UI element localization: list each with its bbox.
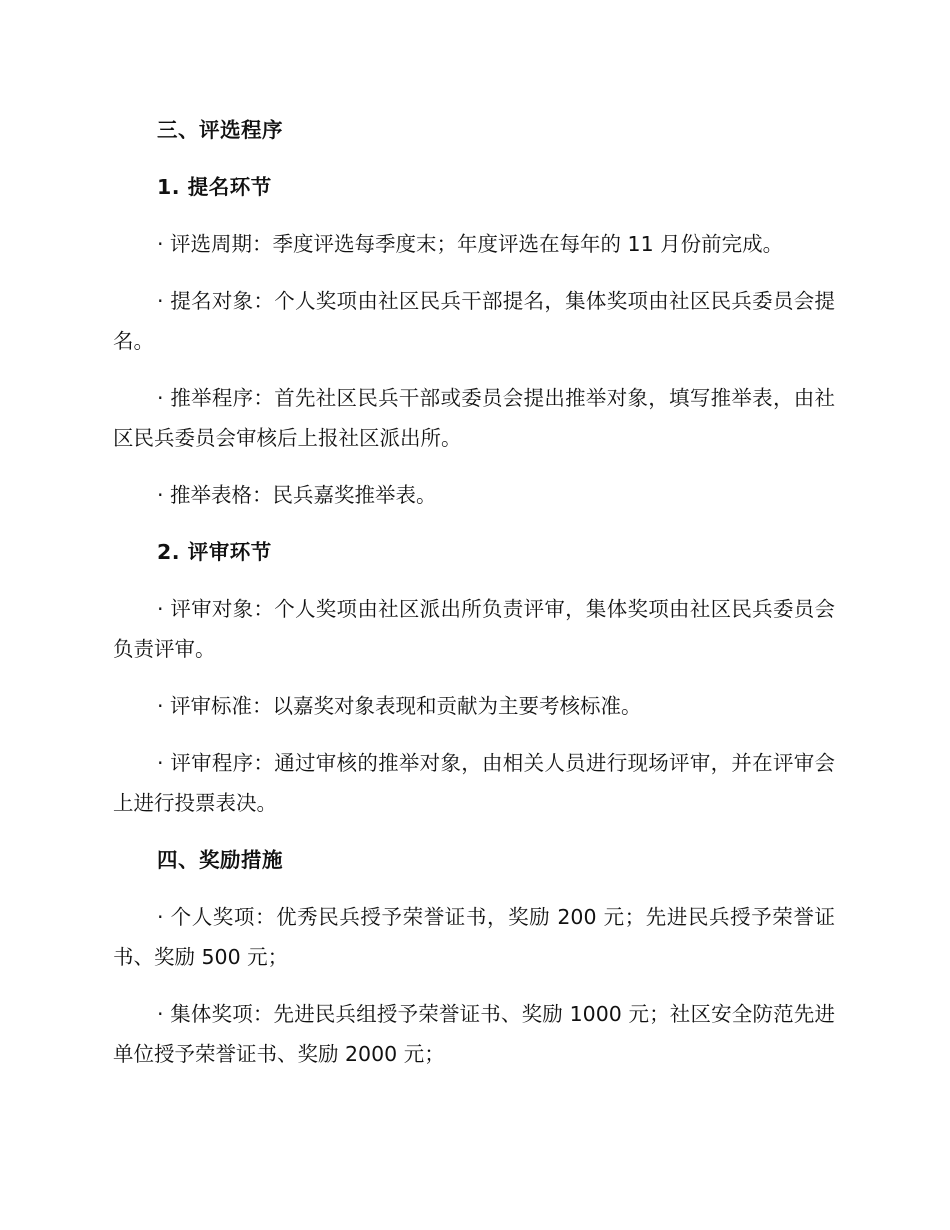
paragraph-collective-awards: · 集体奖项：先进民兵组授予荣誉证书、奖励 1000 元；社区安全防范先进单位授予荣誉证书、奖励 2000 元； (113, 1002, 835, 1066)
paragraph-nomination-target: · 提名对象：个人奖项由社区民兵干部提名，集体奖项由社区民兵委员会提名。 (113, 289, 835, 353)
paragraph-recommendation-form: · 推举表格：民兵嘉奖推举表。 (157, 483, 437, 507)
paragraph-review-standard: · 评审标准：以嘉奖对象表现和贡献为主要考核标准。 (157, 694, 642, 718)
subsection-heading-review: 2. 评审环节 (157, 540, 272, 564)
paragraph-evaluation-cycle: · 评选周期：季度评选每季度末；年度评选在每年的 11 月份前完成。 (157, 232, 784, 256)
section-heading-rewards: 四、奖励措施 (157, 848, 283, 872)
paragraph-recommendation-procedure: · 推举程序：首先社区民兵干部或委员会提出推举对象，填写推举表，由社区民兵委员会审核后上报社区派出所。 (113, 386, 835, 450)
document-body (113, 110, 835, 1091)
subsection-heading-nomination: 1. 提名环节 (157, 175, 272, 199)
paragraph-review-procedure: · 评审程序：通过审核的推举对象，由相关人员进行现场评审，并在评审会上进行投票表决。 (113, 751, 835, 815)
paragraph-individual-awards: · 个人奖项：优秀民兵授予荣誉证书，奖励 200 元；先进民兵授予荣誉证书、奖励 500 元； (113, 905, 835, 969)
section-heading-evaluation-procedure: 三、评选程序 (157, 118, 283, 142)
paragraph-review-target: · 评审对象：个人奖项由社区派出所负责评审，集体奖项由社区民兵委员会负责评审。 (113, 597, 835, 661)
